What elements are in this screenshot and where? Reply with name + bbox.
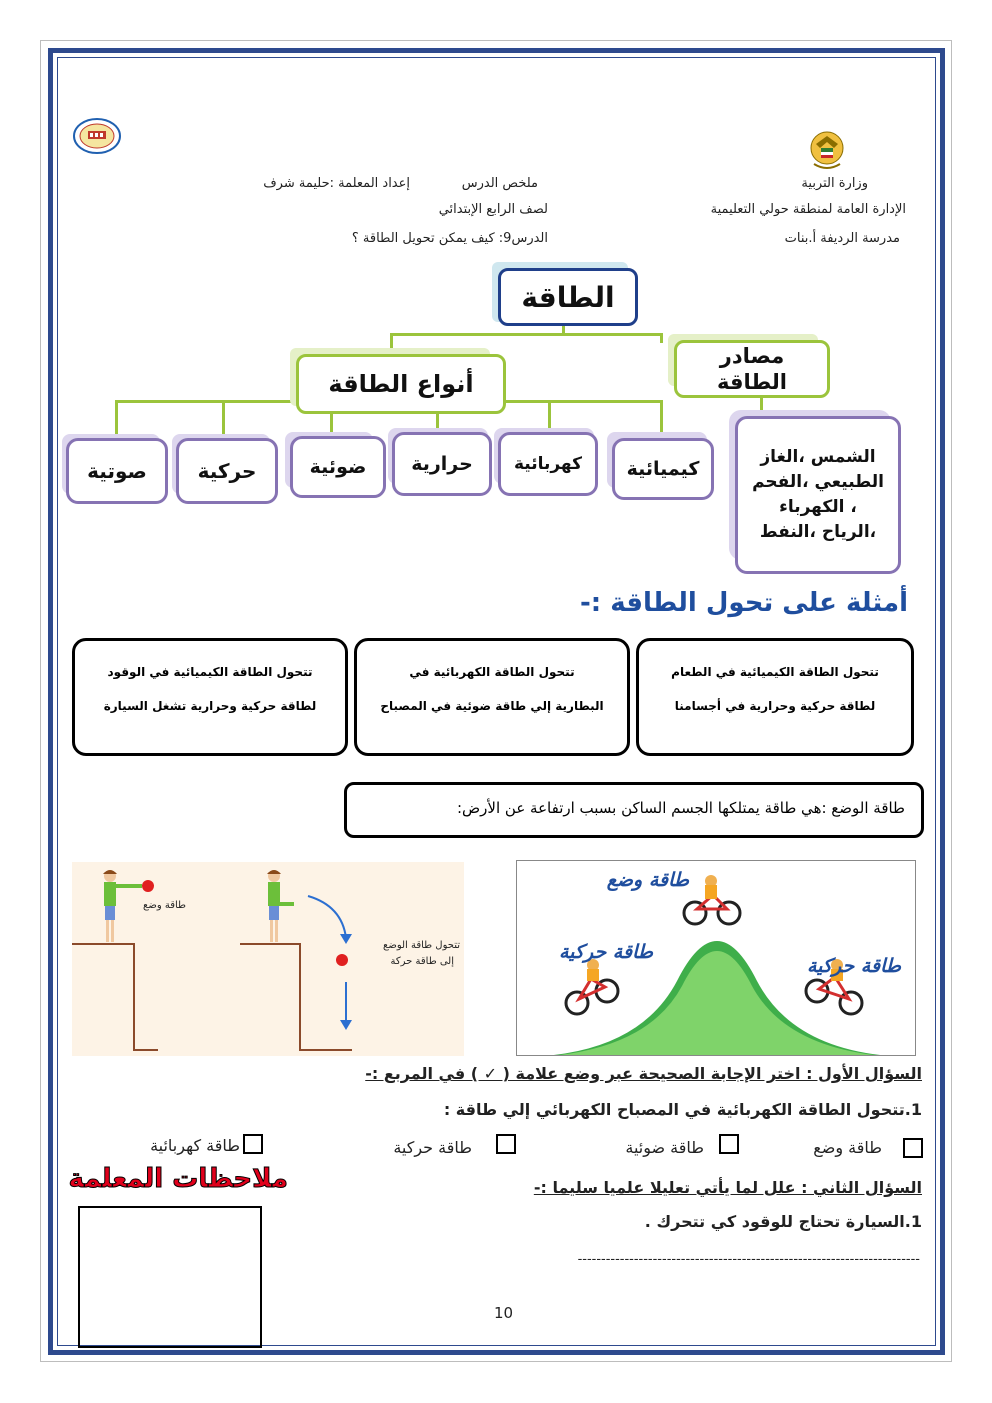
bike-label-left: طاقة حركية	[559, 941, 653, 963]
option-electric-label: طاقة كهربائية	[150, 1136, 240, 1155]
type-chemical: كيميائية	[612, 438, 714, 500]
option-potential-label: طاقة وضع	[813, 1138, 882, 1157]
question-1-text: 1.تتحول الطاقة الكهربائية في المصباح الكهربائي إلي طاقة :	[443, 1100, 922, 1119]
ball-label-potential: طاقة وضع	[143, 900, 186, 911]
energy-sources-node: مصادر الطاقة	[674, 340, 830, 398]
sources-list: الشمس ،الغاز الطبيعي ،الفحم ، الكهرباء ،الرياح ،النفط	[735, 416, 901, 574]
example-fuel: تتحول الطاقة الكيميائية في الوقود لطاقة حركية وحرارية تشغل السيارة	[72, 638, 348, 756]
option-kinetic-label: طاقة حركية	[393, 1138, 472, 1157]
type-kinetic: حركية	[176, 438, 278, 504]
lesson-title: الدرس9: كيف يمكن تحويل الطاقة ؟	[351, 231, 548, 246]
ball-drop-illustration	[72, 862, 464, 1056]
ball-label-transform-1: تتحول طاقة الوضع	[383, 940, 460, 951]
bike-label-right: طاقة حركية	[807, 955, 901, 977]
example-food: تتحول الطاقة الكيميائية في الطعام لطاقة حركية وحرارية في أجسامنا	[636, 638, 914, 756]
ball-label-transform-2: إلى طاقة حركة	[390, 956, 454, 967]
ministry-emblem	[808, 128, 846, 172]
teacher-notes-box[interactable]	[78, 1206, 262, 1348]
grade-label: لصف الرابع الإبتدائي	[438, 202, 548, 217]
type-electrical: كهربائية	[498, 432, 598, 496]
option-kinetic-checkbox[interactable]	[496, 1134, 516, 1154]
type-light: ضوئية	[290, 436, 386, 498]
teacher-name: إعداد المعلمة :حليمة شرف	[263, 176, 410, 191]
cyclist-top	[684, 875, 740, 924]
page-number: 10	[494, 1304, 514, 1322]
bike-label-top: طاقة وضع	[606, 869, 689, 891]
example-battery: تتحول الطاقة الكهربائية في البطارية إلي طاقة ضوئية في المصباح	[354, 638, 630, 756]
option-light-checkbox[interactable]	[719, 1134, 739, 1154]
energy-root-node: الطاقة	[498, 268, 638, 326]
question-1-title: السؤال الأول : اختر الإجابة الصحيحة عبر وضع علامة ( ✓ ) في المربع :-	[365, 1064, 922, 1083]
option-light-label: طاقة ضوئية	[625, 1138, 704, 1157]
cyclist-left	[566, 959, 618, 1014]
question-2-title: السؤال الثاني : علل لما يأتي تعليلا علميا سليما :-	[533, 1178, 922, 1197]
summary-label: ملخص الدرس	[461, 176, 538, 191]
type-sound: صوتية	[66, 438, 168, 504]
option-potential-checkbox[interactable]	[903, 1138, 923, 1158]
potential-energy-definition: طاقة الوضع :هي طاقة يمتلكها الجسم الساكن بسبب ارتفاعة عن الأرض:	[344, 782, 924, 838]
school-name: مدرسة الرديفة أ.بنات	[784, 231, 900, 246]
option-electric-checkbox[interactable]	[243, 1134, 263, 1154]
energy-types-node: أنواع الطاقة	[296, 354, 506, 414]
ministry-name: وزارة التربية	[801, 176, 868, 191]
examples-title: أمثلة على تحول الطاقة :-	[580, 588, 908, 618]
school-logo	[72, 116, 122, 156]
answer-line[interactable]: -------------------------------------------------------------------------	[577, 1252, 920, 1267]
directorate-name: الإدارة العامة لمنطقة حولي التعليمية	[710, 202, 906, 217]
type-thermal: حرارية	[392, 432, 492, 496]
cyclist-hill-illustration	[516, 860, 916, 1056]
teacher-notes-title: ملاحظات المعلمة	[68, 1164, 288, 1194]
girl-figure-2	[267, 870, 294, 942]
question-2-text: 1.السيارة تحتاج للوقود كي تتحرك .	[644, 1212, 922, 1231]
